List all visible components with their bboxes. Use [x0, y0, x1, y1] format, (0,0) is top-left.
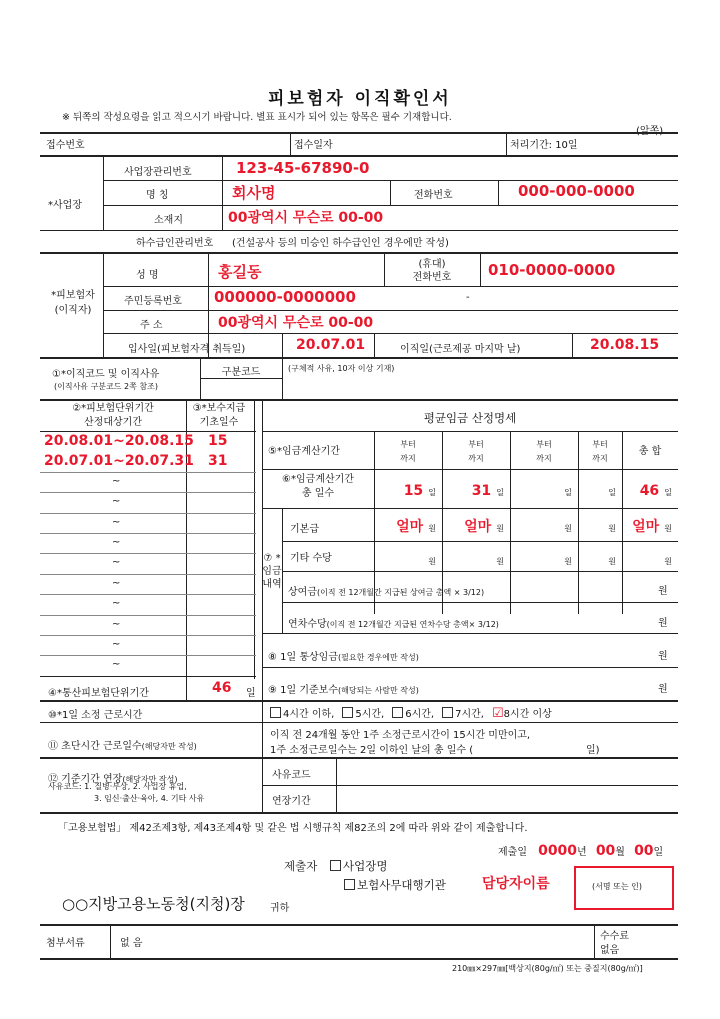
ordinary-wage-row: ⑧ 1일 통상임금(필요한 경우에만 작성) [268, 652, 419, 663]
hire-date-value: 20.07.01 [296, 337, 366, 353]
base-won: 원 [658, 684, 668, 695]
bonus-row: 상여금(이직 전 12개월간 지급된 상여금 총액 × 3/12) [288, 587, 485, 598]
basic-pay-cell: 얼마 원 [464, 519, 504, 535]
period-range: ~ [112, 618, 121, 630]
pay-days-value: 15 [208, 433, 228, 449]
signature-hint: (서명 또는 인) [592, 882, 642, 891]
other-allowance-cell: 원 [664, 557, 672, 566]
period-from-to: 부터 까지 [468, 440, 484, 463]
checkmark-icon[interactable]: ☑ [492, 706, 504, 721]
period-range: ~ [112, 475, 121, 487]
total-period-unit: 일 [246, 688, 256, 699]
receipt-date-label: 접수일자 [294, 140, 333, 151]
company-address-label: 소재지 [154, 215, 183, 226]
checkbox-icon[interactable] [342, 707, 353, 718]
checkbox-icon[interactable] [442, 707, 453, 718]
extend-reason-code-label: 사유코드 [272, 770, 311, 781]
reason-code-label: 구분코드 [221, 367, 261, 378]
total-col-label: 총 합 [638, 446, 662, 457]
checkbox-icon[interactable] [270, 707, 281, 718]
attachments-label: 첨부서류 [46, 938, 85, 949]
wage-period-label: ⑤*임금계산기간 [268, 446, 340, 457]
submitter-label: 제출자 [284, 859, 318, 873]
extend-period-label: 연장기간 [272, 796, 311, 807]
period-range: ~ [112, 598, 121, 610]
short-hours-text-2: 1주 소정근로일수는 2일 이하인 날의 총 일수 ( [270, 745, 474, 756]
checkbox-icon[interactable] [392, 707, 403, 718]
submitter-option-workplace[interactable]: 사업장명 [330, 858, 387, 874]
front-mark [636, 122, 663, 137]
wage-days-label: ⑥*임금계산기간 총 일수 [282, 474, 354, 499]
wage-days-cell: 31 일 [471, 483, 504, 499]
period-range: 20.08.01~20.08.15 [44, 433, 194, 449]
company-address-value: 00광역시 무슨로 00-00 [228, 210, 384, 226]
page-title: 피보험자 이직확인서 [268, 89, 452, 109]
other-allowance-label: 기타 수당 [290, 553, 332, 564]
hour-option[interactable]: ☑8시간 이상 [492, 706, 552, 721]
checkbox-icon[interactable] [344, 879, 355, 890]
instruction: ※ 뒤쪽의 작성요령을 읽고 적으시기 바랍니다. 별표 표시가 되어 있는 항목은 필수 기재합니다. [62, 112, 452, 123]
fee-value: 없음 [600, 945, 620, 956]
rrn-dash: - [466, 292, 470, 303]
company-name-value: 회사명 [232, 184, 276, 202]
period-range: ~ [112, 537, 121, 548]
wage-title: 평균임금 산정명세 [423, 411, 517, 425]
period-from-to: 부터 까지 [400, 440, 416, 463]
company-phone-value: 000-000-0000 [518, 182, 635, 200]
wage-days-cell: 일 [564, 488, 572, 497]
period-from-to: 부터 까지 [592, 440, 608, 463]
rrn-value: 000000-0000000 [214, 288, 356, 306]
ordinary-won: 원 [658, 651, 668, 662]
mgmt-no-label: 사업장관리번호 [124, 167, 192, 178]
period-range: ~ [112, 516, 121, 528]
leave-date-label: 이직일(근로제공 마지막 날) [400, 344, 521, 355]
reason-sub-label: (이직사유 구분코드 2쪽 참조) [54, 382, 158, 391]
basic-pay-label: 기본급 [290, 524, 319, 535]
rrn-label: 주민등록번호 [124, 296, 182, 307]
recipient-office: ○○지방고용노동청(지청)장 [62, 895, 245, 913]
submit-date: 제출일 0000년 00월 00일 [498, 843, 664, 859]
period-range: ~ [112, 577, 121, 589]
total-period-value: 46 [212, 680, 232, 696]
insured-name-label: 성 명 [136, 270, 159, 281]
checkbox-icon[interactable] [330, 860, 341, 871]
fee-label: 수수료 [600, 931, 629, 942]
mobile-value: 010-0000-0000 [488, 261, 616, 279]
wage-days-cell: 46 일 [639, 483, 672, 499]
other-allowance-cell: 원 [564, 557, 572, 566]
period-range: ~ [112, 639, 121, 650]
insured-name-value: 홍길동 [218, 263, 262, 281]
period-range: ~ [112, 557, 121, 569]
company-phone-label: 전화번호 [414, 190, 453, 201]
annual-leave-row: 연차수당(이직 전 12개월간 지급된 연차수당 총액× 3/12) [288, 619, 499, 630]
basic-pay-cell: 원 [608, 524, 616, 533]
recipient-honorific: 귀하 [270, 903, 290, 914]
pay-days-value: 31 [208, 453, 228, 470]
company-name-label: 명 칭 [146, 190, 169, 201]
short-hours-row: ⑪ 초단시간 근로일수(해당자만 작성) [48, 741, 197, 752]
period-col-header: ②*피보험단위기간 산정대상기간 [72, 403, 154, 428]
paper-spec: 210㎜×297㎜[백상지(80g/㎡) 또는 중질지(80g/㎡)] [452, 964, 643, 973]
processing-period: 처리기간: 10일 [510, 140, 578, 151]
work-hours-label: ⑩*1일 소정 근로시간 [48, 710, 143, 721]
mgmt-no-value: 123-45-67890-0 [236, 159, 370, 177]
submitter-option-agency[interactable]: 보험사무대행기관 [344, 877, 446, 893]
insured-address-value: 00광역시 무슨로 00-00 [218, 315, 374, 331]
receipt-no-label: 접수번호 [46, 140, 85, 151]
hour-option[interactable]: 7시간, [442, 709, 484, 720]
extend-codes-1: 사유코드: 1. 질병·부상, 2. 사업장 휴업, [48, 782, 187, 791]
total-period-label: ④*통산피보험단위기간 [48, 688, 149, 699]
wage-detail-label: ⑦ * 임금 내역 [262, 553, 282, 590]
wage-days-cell: 15 일 [403, 483, 436, 499]
leave-date-value: 20.08.15 [590, 337, 660, 353]
hour-option[interactable]: 6시간, [392, 709, 434, 720]
attachments-value: 없 음 [120, 938, 143, 949]
subcontract-note: (건설공사 등의 미승인 하수급인인 경우에만 작성) [232, 238, 449, 249]
period-range: ~ [112, 496, 121, 508]
hire-date-label: 입사일(피보험자격 취득일) [128, 344, 246, 355]
other-allowance-cell: 원 [428, 557, 436, 566]
basic-pay-cell: 원 [564, 524, 572, 533]
subcontract-label: 하수급인관리번호 [136, 238, 214, 249]
pay-days-col-header: ③*보수지급 기초일수 [192, 403, 246, 428]
mobile-label: (휴대) 전화번호 [412, 259, 452, 283]
workplace-section-label: *사업장 [48, 200, 82, 211]
period-from-to: 부터 까지 [536, 440, 552, 463]
law-statement: 「고용보험법」 제42조제3항, 제43조제4항 및 같은 법 시행규칙 제82조의 2에 따라 위와 같이 제출합니다. [58, 823, 528, 834]
basic-pay-cell: 얼마 원 [396, 519, 436, 535]
short-hours-text-end: 일) [586, 745, 600, 756]
work-hours-options [270, 705, 560, 721]
wage-days-cell: 일 [608, 488, 616, 497]
other-allowance-cell: 원 [608, 557, 616, 566]
extend-codes-2: 3. 임신·출산·육아, 4. 기타 사유 [94, 794, 205, 803]
hour-option[interactable]: 5시간, [342, 709, 384, 720]
bonus-won: 원 [658, 586, 668, 597]
reason-label: ①*이직코드 및 이직사유 [52, 369, 160, 380]
short-hours-text-1: 이직 전 24개월 동안 1주 소정근로시간이 15시간 미만이고, [270, 730, 531, 741]
insured-section-label: *피보험자 (이직자) [51, 290, 95, 316]
other-allowance-cell: 원 [496, 557, 504, 566]
manager-name: 담당자이름 [482, 876, 550, 892]
period-range: ~ [112, 659, 121, 671]
reason-note: (구체적 사유, 10자 이상 기재) [288, 364, 395, 373]
base-pay-row: ⑨ 1일 기준보수(해당되는 사람만 작성) [268, 685, 419, 696]
extend-row: ⑫ 기준기간 연장(해당자만 작성) [48, 774, 178, 785]
period-range: 20.07.01~20.07.31 [44, 453, 194, 470]
hour-option[interactable]: 4시간 이하, [270, 709, 334, 720]
basic-pay-cell: 얼마 원 [632, 519, 672, 535]
insured-address-label: 주 소 [140, 320, 163, 331]
annual-won: 원 [658, 618, 668, 629]
